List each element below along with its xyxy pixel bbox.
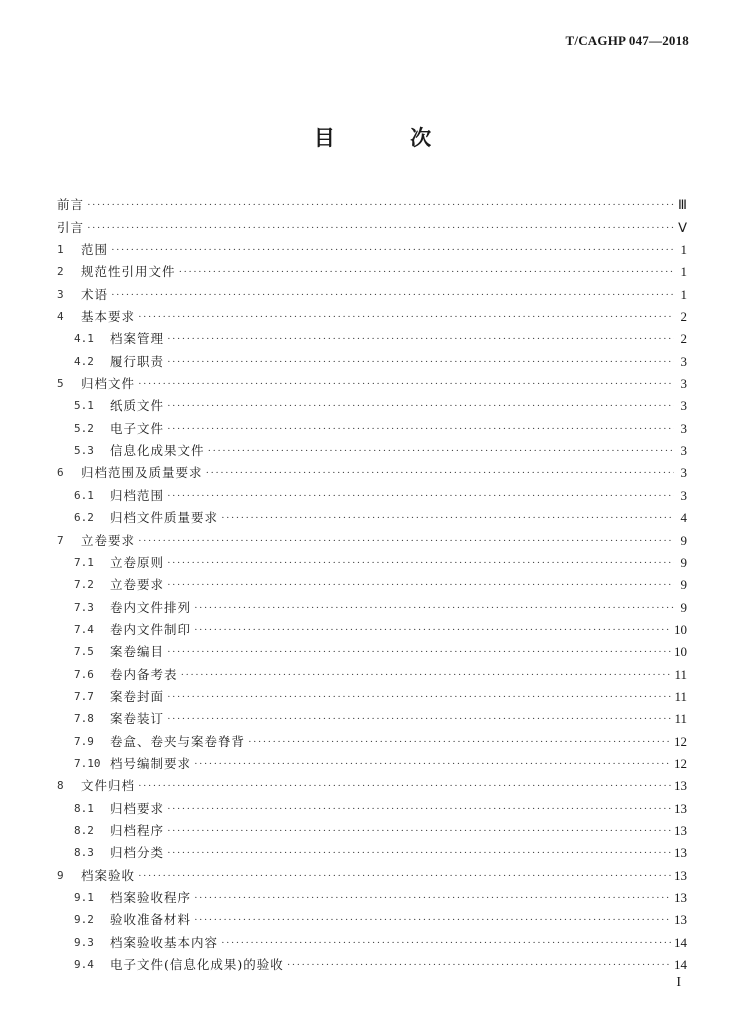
toc-entry-page: 11 bbox=[674, 688, 687, 704]
toc-dot-leader bbox=[87, 198, 674, 212]
toc-entry-title: 前言 bbox=[57, 197, 85, 213]
toc-entry-number: 6.1 bbox=[74, 488, 94, 502]
toc-entry-page: 3 bbox=[680, 443, 687, 459]
toc-entry-number: 8.2 bbox=[74, 823, 94, 837]
toc-entry[interactable] bbox=[57, 883, 687, 905]
toc-entry[interactable] bbox=[57, 793, 687, 815]
toc-entry-page: 3 bbox=[680, 487, 687, 503]
toc-dot-leader bbox=[138, 377, 674, 391]
toc-entry-page: 13 bbox=[674, 867, 687, 883]
toc-entry-title: 归档范围及质量要求 bbox=[81, 465, 203, 481]
toc-dot-leader bbox=[138, 534, 674, 548]
toc-dot-leader bbox=[167, 846, 671, 860]
toc-entry-title: 归档要求 bbox=[110, 800, 165, 816]
toc-entry[interactable] bbox=[57, 235, 687, 257]
toc-entry-number: 6 bbox=[57, 466, 64, 480]
toc-entry-title: 档号编制要求 bbox=[110, 755, 192, 771]
toc-entry-page: 10 bbox=[674, 621, 687, 637]
toc-entry-number: 9.1 bbox=[74, 891, 94, 904]
toc-dot-leader bbox=[167, 645, 671, 659]
toc-dot-leader bbox=[167, 332, 674, 346]
toc-entry-number: 9 bbox=[57, 868, 64, 882]
toc-entry-page: 13 bbox=[674, 845, 687, 861]
toc-entry-number: 8 bbox=[57, 779, 64, 793]
toc-entry-number: 9.3 bbox=[74, 935, 94, 949]
toc-dot-leader bbox=[167, 556, 674, 570]
toc-dot-leader bbox=[167, 802, 671, 816]
toc-entry[interactable] bbox=[57, 570, 687, 592]
toc-entry-number: 2 bbox=[57, 265, 64, 279]
toc-entry-title: 规范性引用文件 bbox=[81, 264, 176, 280]
toc-entry[interactable] bbox=[57, 302, 687, 324]
toc-entry[interactable] bbox=[57, 615, 687, 637]
toc-entry-number: 4 bbox=[57, 310, 64, 324]
toc-dot-leader bbox=[138, 779, 671, 793]
toc-entry[interactable] bbox=[57, 950, 687, 972]
toc-entry-title: 案卷编目 bbox=[110, 644, 165, 660]
toc-entry-number: 7.4 bbox=[74, 622, 94, 636]
toc-dot-leader bbox=[194, 601, 674, 615]
toc-dot-leader bbox=[208, 444, 674, 458]
toc-entry-number: 7 bbox=[57, 533, 64, 547]
toc-entry[interactable] bbox=[57, 190, 687, 212]
toc-entry-title: 归档分类 bbox=[110, 845, 165, 861]
toc-entry-number: 4.1 bbox=[74, 332, 94, 346]
toc-entry[interactable] bbox=[57, 637, 687, 659]
toc-dot-leader bbox=[167, 355, 674, 369]
toc-dot-leader bbox=[287, 958, 671, 972]
toc-entry[interactable] bbox=[57, 659, 687, 681]
toc-entry[interactable] bbox=[57, 480, 687, 502]
toc-entry-title: 案卷封面 bbox=[110, 688, 165, 704]
toc-entry-title: 档案验收程序 bbox=[110, 890, 192, 905]
toc-entry-page: 3 bbox=[680, 398, 687, 414]
toc-entry-page: 3 bbox=[680, 465, 687, 481]
toc-entry-page: 13 bbox=[674, 822, 687, 838]
toc-entry-page: 9 bbox=[680, 599, 687, 615]
toc-entry-title: 归档范围 bbox=[110, 487, 165, 503]
toc-entry-title: 案卷装订 bbox=[110, 711, 165, 727]
toc-entry-title: 档案验收 bbox=[81, 867, 136, 883]
toc-dot-leader bbox=[194, 623, 671, 637]
toc-dot-leader bbox=[111, 288, 674, 302]
toc-entry[interactable] bbox=[57, 704, 687, 726]
toc-entry-title: 履行职责 bbox=[110, 353, 165, 369]
toc-entry-title: 立卷要求 bbox=[110, 577, 165, 593]
toc-entry[interactable] bbox=[57, 905, 687, 927]
toc-entry[interactable] bbox=[57, 525, 687, 547]
toc-entry-page: 13 bbox=[674, 800, 687, 816]
toc-entry-title: 文件归档 bbox=[81, 778, 136, 794]
toc-entry-title: 术语 bbox=[81, 286, 109, 302]
toc-entry-page: 10 bbox=[674, 644, 687, 660]
toc-entry-title: 档案验收基本内容 bbox=[110, 934, 219, 950]
toc-entry-title: 验收准备材料 bbox=[110, 912, 192, 928]
toc-dot-leader bbox=[111, 243, 674, 257]
toc-dot-leader bbox=[181, 668, 672, 682]
toc-entry-number: 7.1 bbox=[74, 555, 94, 569]
toc-entry-page: 2 bbox=[680, 309, 687, 325]
toc-dot-leader bbox=[206, 466, 674, 480]
toc-entry[interactable] bbox=[57, 592, 687, 614]
toc-entry-page: 9 bbox=[680, 577, 687, 593]
toc-entry-page: 12 bbox=[674, 755, 687, 771]
toc-entry[interactable] bbox=[57, 324, 687, 346]
page-title: 目 次 bbox=[313, 126, 466, 150]
toc-dot-leader bbox=[167, 690, 671, 704]
toc-entry-page: 1 bbox=[680, 242, 687, 258]
toc-entry-number: 3 bbox=[57, 287, 64, 301]
toc-dot-leader bbox=[221, 936, 671, 950]
toc-entry-number: 7.9 bbox=[74, 734, 94, 748]
toc-dot-leader bbox=[194, 891, 671, 905]
toc-entry-page: 12 bbox=[674, 733, 687, 749]
toc-entry-number: 7.10 bbox=[74, 756, 101, 770]
toc-entry-page: 1 bbox=[680, 264, 687, 280]
toc-entry-title: 立卷原则 bbox=[110, 554, 165, 570]
toc-entry-page: 13 bbox=[674, 912, 687, 928]
toc-entry[interactable] bbox=[57, 257, 687, 279]
toc-entry-page: 3 bbox=[680, 376, 687, 392]
toc-dot-leader bbox=[167, 422, 674, 436]
toc-entry-page: 11 bbox=[674, 711, 687, 727]
toc-entry-title: 信息化成果文件 bbox=[110, 443, 205, 459]
toc-entry-title: 卷内备考表 bbox=[110, 666, 178, 682]
page-number: I bbox=[676, 975, 681, 990]
toc-dot-leader bbox=[167, 824, 671, 838]
toc-entry[interactable] bbox=[57, 771, 687, 793]
toc-entry-number: 7.2 bbox=[74, 578, 94, 592]
toc-entry[interactable] bbox=[57, 548, 687, 570]
toc-entry-page: 1 bbox=[680, 286, 687, 302]
toc-entry-title: 基本要求 bbox=[81, 309, 136, 325]
toc-entry-page: 2 bbox=[680, 331, 687, 347]
toc-entry-number: 5.1 bbox=[74, 399, 94, 413]
toc-entry-title: 档案管理 bbox=[110, 331, 165, 347]
toc-entry-number: 1 bbox=[57, 243, 64, 257]
toc-dot-leader bbox=[167, 712, 671, 726]
toc-entry[interactable] bbox=[57, 279, 687, 301]
toc-entry-number: 6.2 bbox=[74, 511, 94, 525]
toc-entry-title: 立卷要求 bbox=[81, 532, 136, 548]
toc-entry[interactable] bbox=[57, 413, 687, 435]
toc-entry-title: 归档文件质量要求 bbox=[110, 510, 219, 526]
toc-entry-title: 电子文件(信息化成果)的验收 bbox=[110, 957, 284, 973]
table-of-contents bbox=[57, 190, 687, 972]
toc-entry-title: 卷内文件排列 bbox=[110, 599, 192, 615]
toc-entry[interactable] bbox=[57, 458, 687, 480]
toc-entry[interactable] bbox=[57, 816, 687, 838]
toc-entry-title: 范围 bbox=[81, 242, 109, 258]
toc-entry-number: 7.5 bbox=[74, 645, 94, 659]
toc-entry[interactable] bbox=[57, 503, 687, 525]
toc-entry-page: 9 bbox=[680, 532, 687, 548]
toc-entry-page: 14 bbox=[674, 934, 687, 950]
toc-entry-page: Ⅴ bbox=[678, 219, 687, 235]
toc-dot-leader bbox=[194, 913, 671, 927]
toc-entry-number: 7.8 bbox=[74, 712, 94, 726]
toc-entry-title: 归档文件 bbox=[81, 376, 136, 392]
toc-entry-number: 7.7 bbox=[74, 689, 94, 703]
toc-dot-leader bbox=[194, 757, 671, 771]
toc-entry[interactable] bbox=[57, 346, 687, 368]
toc-entry[interactable] bbox=[57, 369, 687, 391]
toc-dot-leader bbox=[87, 221, 674, 235]
toc-entry-page: 9 bbox=[680, 554, 687, 570]
toc-entry-number: 8.3 bbox=[74, 846, 94, 860]
toc-entry[interactable] bbox=[57, 838, 687, 860]
toc-dot-leader bbox=[167, 489, 674, 503]
toc-entry-number: 5.3 bbox=[74, 444, 94, 458]
toc-entry-number: 7.6 bbox=[74, 667, 94, 681]
toc-entry[interactable] bbox=[57, 860, 687, 882]
toc-entry-page: 13 bbox=[674, 778, 687, 794]
toc-entry-number: 9.4 bbox=[74, 958, 94, 972]
toc-entry-number: 4.2 bbox=[74, 354, 94, 368]
toc-entry-page: 3 bbox=[680, 420, 687, 436]
toc-entry-number: 5.2 bbox=[74, 421, 94, 435]
toc-entry[interactable] bbox=[57, 726, 687, 748]
toc-entry-number: 7.3 bbox=[74, 600, 94, 614]
toc-entry-page: Ⅲ bbox=[678, 197, 687, 213]
toc-entry[interactable] bbox=[57, 391, 687, 413]
toc-entry-title: 卷盒、卷夹与案卷脊背 bbox=[110, 733, 246, 749]
toc-entry-title: 纸质文件 bbox=[110, 398, 165, 414]
toc-dot-leader bbox=[167, 399, 674, 413]
toc-entry-page: 14 bbox=[674, 957, 687, 973]
toc-entry-page: 4 bbox=[680, 510, 687, 526]
toc-entry[interactable] bbox=[57, 749, 687, 771]
toc-entry-title: 电子文件 bbox=[110, 420, 165, 436]
toc-entry-number: 5 bbox=[57, 377, 64, 391]
toc-entry[interactable] bbox=[57, 436, 687, 458]
toc-dot-leader bbox=[221, 511, 674, 525]
toc-entry[interactable] bbox=[57, 212, 687, 234]
toc-entry-title: 引言 bbox=[57, 219, 85, 235]
toc-dot-leader bbox=[248, 735, 671, 749]
toc-dot-leader bbox=[138, 310, 674, 324]
toc-entry-title: 卷内文件制印 bbox=[110, 621, 192, 637]
toc-entry[interactable] bbox=[57, 927, 687, 949]
toc-entry-number: 9.2 bbox=[74, 913, 94, 927]
toc-entry-page: 3 bbox=[680, 353, 687, 369]
toc-dot-leader bbox=[167, 578, 674, 592]
toc-dot-leader bbox=[179, 265, 674, 279]
toc-entry-page: 13 bbox=[674, 890, 687, 905]
toc-entry[interactable] bbox=[57, 682, 687, 704]
toc-entry-number: 8.1 bbox=[74, 801, 94, 815]
toc-dot-leader bbox=[138, 869, 671, 883]
toc-entry-title: 归档程序 bbox=[110, 822, 165, 838]
document-code: T/CAGHP 047—2018 bbox=[565, 33, 689, 48]
toc-entry-page: 11 bbox=[674, 666, 687, 682]
